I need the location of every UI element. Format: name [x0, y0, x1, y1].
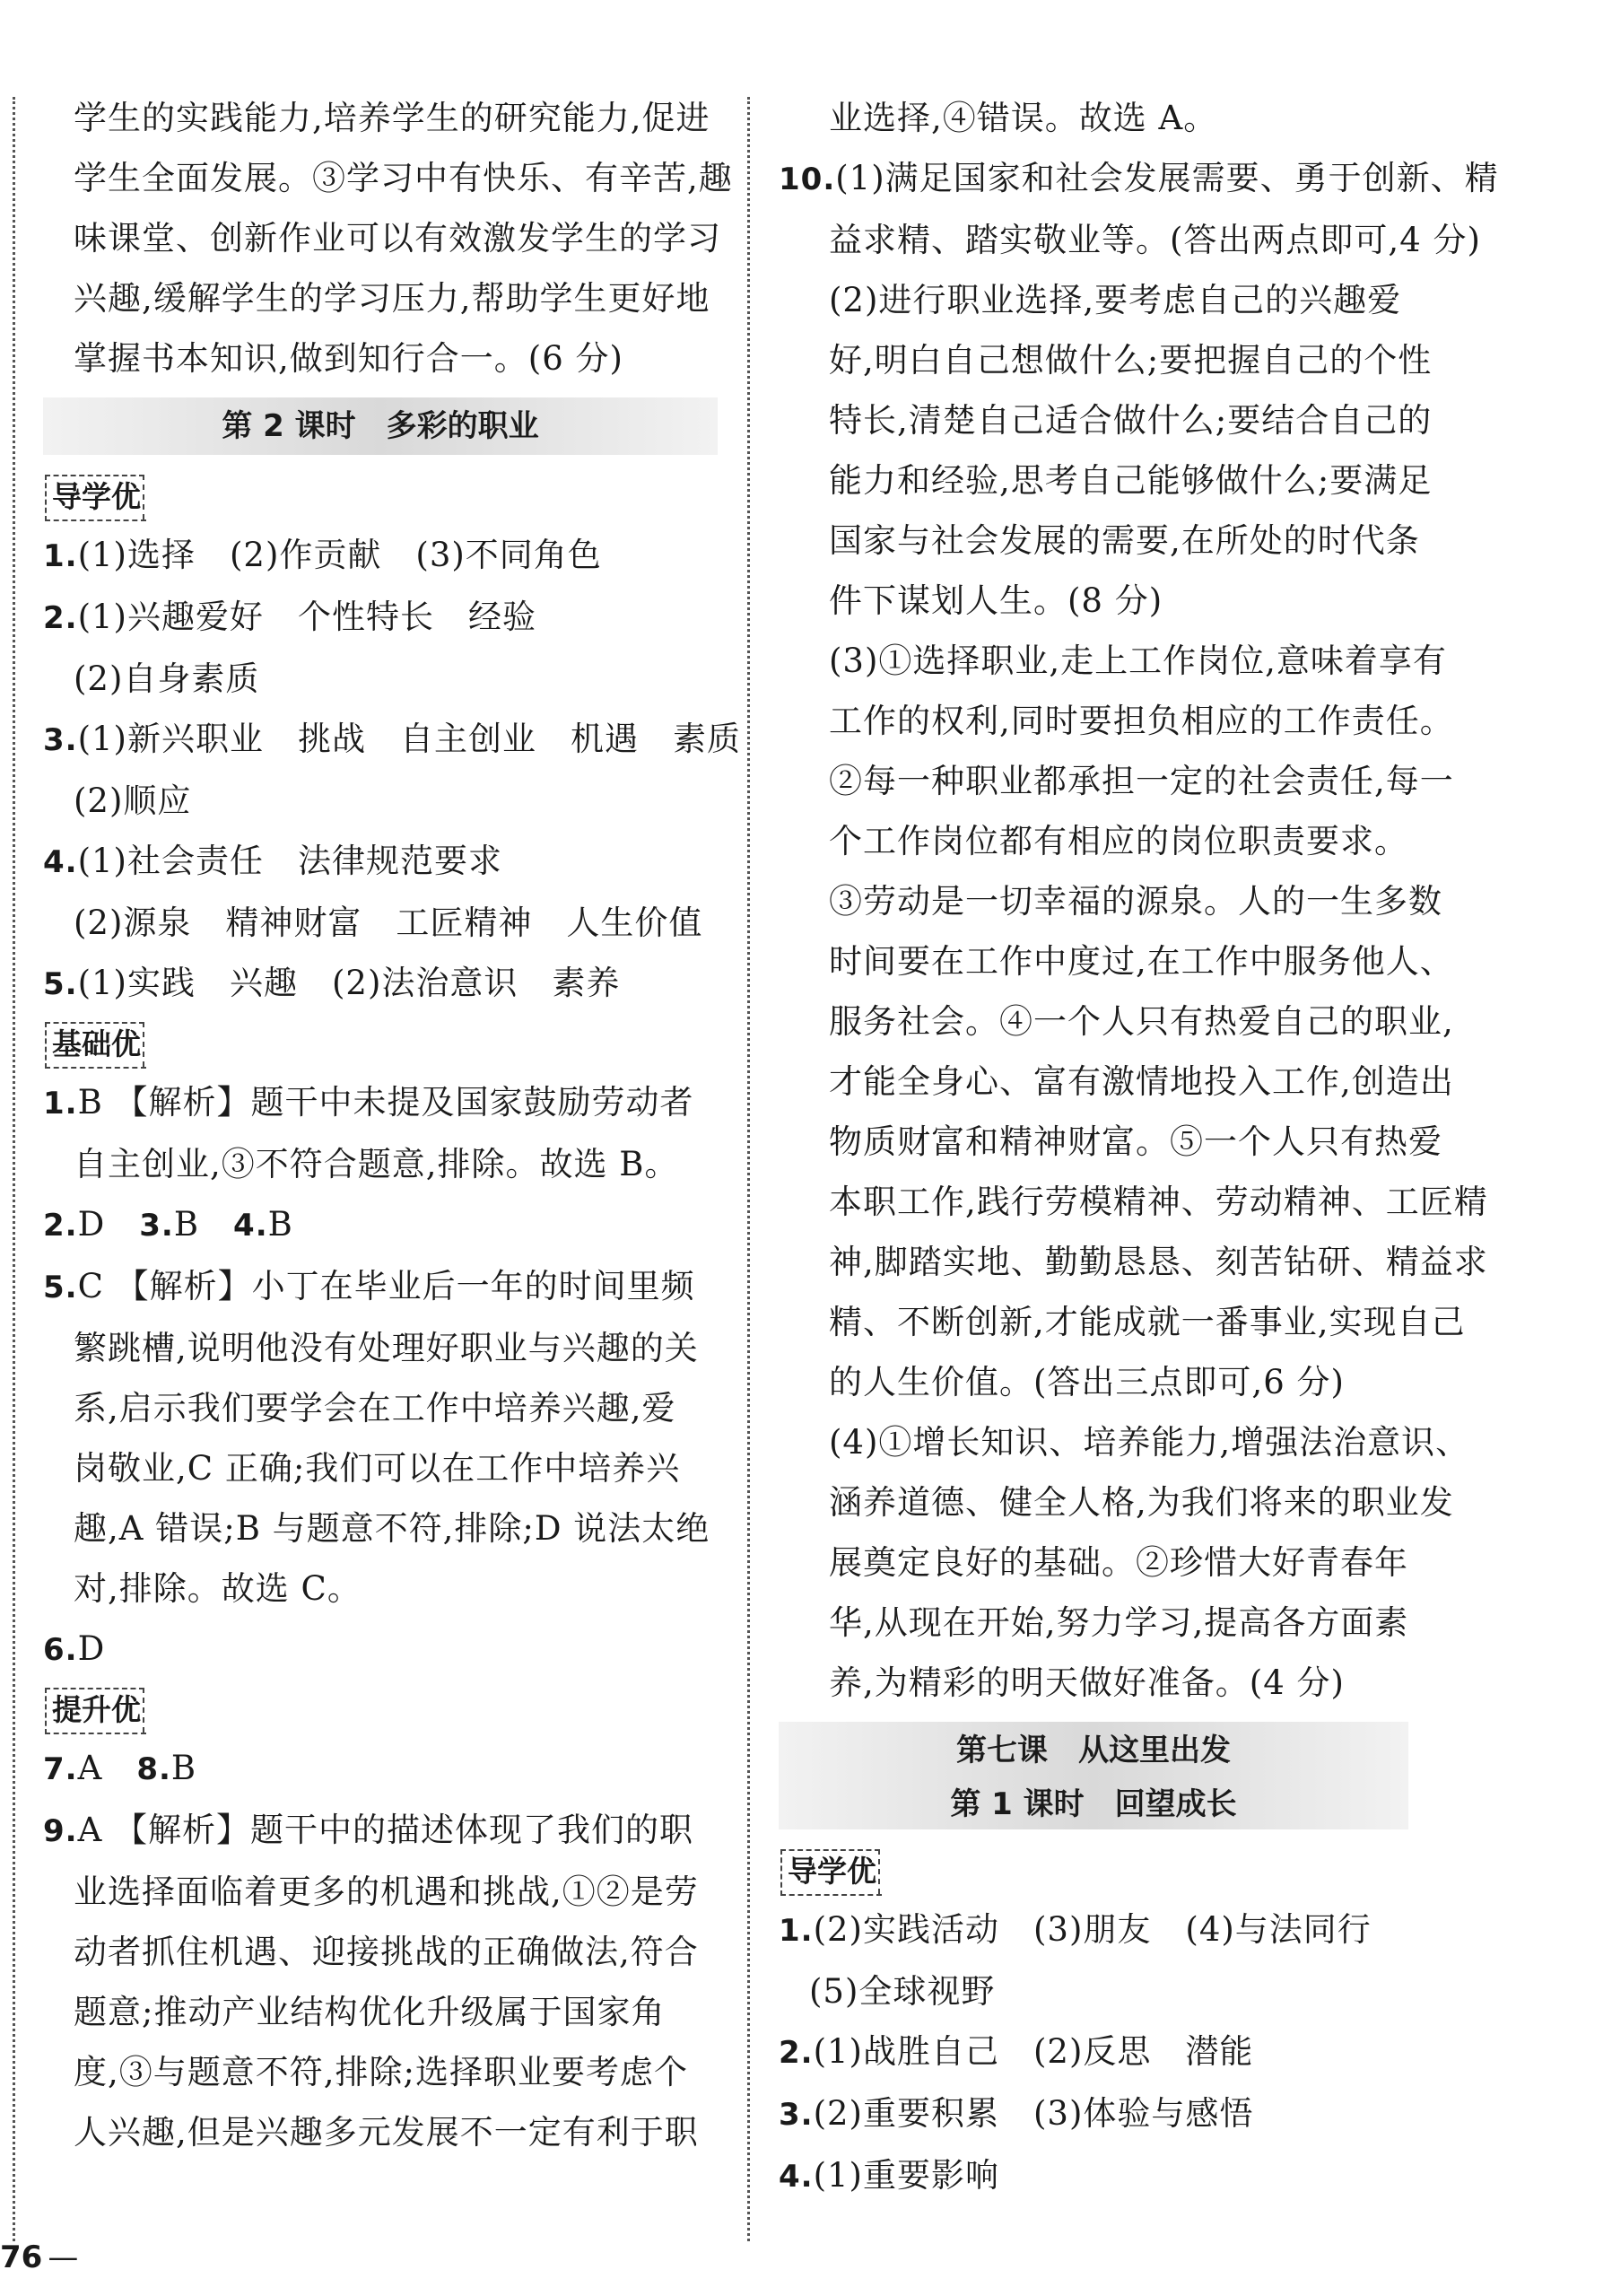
answer-subline: 业选择面临着更多的机遇和挑战,①②是劳 [74, 1873, 699, 1911]
answer-subline: 对,排除。故选 C。 [74, 1569, 362, 1608]
answer-subline: (2)进行职业选择,要考虑自己的兴趣爱 [829, 281, 1402, 319]
answer-item: 3.(2)重要积累 (3)体验与感悟 [779, 2094, 1254, 2133]
answer-subline: 展奠定良好的基础。②珍惜大好青春年 [829, 1543, 1408, 1582]
chapter-banner [779, 1722, 1408, 1829]
answer-subline: 工作的权利,同时要担负相应的工作责任。 [829, 702, 1454, 740]
text-line: 学生全面发展。③学习中有快乐、有辛苦,趣 [74, 159, 733, 197]
answer-subline: (4)①增长知识、培养能力,增强法治意识、 [829, 1423, 1470, 1462]
answer-item: 9.A 【解析】题干中的描述体现了我们的职 [43, 1811, 694, 1849]
answer-item: 2.D 3.B 4.B [43, 1205, 293, 1244]
answer-subline: 自主创业,③不符合题意,排除。故选 B。 [74, 1145, 679, 1183]
text-line: 掌握书本知识,做到知行合一。(6 分) [74, 339, 623, 378]
answer-subline: 题意;推动产业结构优化升级属于国家角 [74, 1993, 666, 2031]
lesson-banner [43, 397, 718, 455]
left-column [43, 88, 741, 2162]
answer-subline: (2)源泉 精神财富 工匠精神 人生价值 [74, 904, 703, 942]
answer-subline: 特长,清楚自己适合做什么;要结合自己的 [829, 401, 1433, 440]
answer-subline: 动者抓住机遇、迎接挑战的正确做法,符合 [74, 1933, 699, 1971]
answer-subline: 度,③与题意不符,排除;选择职业要考虑个 [74, 2053, 688, 2091]
answer-subline: 本职工作,践行劳模精神、劳动精神、工匠精 [829, 1183, 1488, 1221]
section-label-tisheng: 提升优 [45, 1688, 146, 1734]
answer-subline: (2)自身素质 [74, 659, 260, 698]
page-footer [0, 2239, 78, 2275]
footer-dash: — [48, 2239, 79, 2275]
answer-item: 5.(1)实践 兴趣 (2)法治意识 素养 [43, 964, 621, 1002]
answer-subline: 国家与社会发展的需要,在所处的时代条 [829, 521, 1420, 560]
answer-subline: 益求精、踏实敬业等。(答出两点即可,4 分) [829, 221, 1481, 259]
answer-subline: 涵养道德、健全人格,为我们将来的职业发 [829, 1483, 1454, 1522]
answer-subline: (5)全球视野 [809, 1972, 996, 2011]
section-label-daoxue: 导学优 [45, 475, 146, 521]
section-label-daoxue: 导学优 [780, 1849, 882, 1896]
answer-subline: 养,为精彩的明天做好准备。(4 分) [829, 1663, 1345, 1702]
answer-item: 6.D [43, 1629, 106, 1668]
answer-subline: ②每一种职业都承担一定的社会责任,每一 [829, 762, 1454, 800]
answer-item: 2.(1)战胜自己 (2)反思 潜能 [779, 2032, 1254, 2071]
answer-subline: 好,明白自己想做什么;要把握自己的个性 [829, 341, 1433, 380]
answer-subline: 才能全身心、富有激情地投入工作,创造出 [829, 1062, 1454, 1101]
answer-subline: 的人生价值。(答出三点即可,6 分) [829, 1363, 1345, 1401]
text-line: 业选择,④错误。故选 A。 [829, 99, 1218, 137]
answer-item: 4.(1)重要影响 [779, 2156, 999, 2195]
text-line: 味课堂、创新作业可以有效激发学生的学习 [74, 219, 721, 258]
answer-subline: 系,启示我们要学会在工作中培养兴趣,爱 [74, 1389, 676, 1427]
answer-item: 1.(2)实践活动 (3)朋友 (4)与法同行 [779, 1910, 1372, 1949]
answer-item: 2.(1)兴趣爱好 个性特长 经验 [43, 598, 536, 636]
answer-subline: 繁跳槽,说明他没有处理好职业与兴趣的关 [74, 1329, 699, 1367]
answer-item: 1.(1)选择 (2)作贡献 (3)不同角色 [43, 536, 602, 574]
answer-subline: 人兴趣,但是兴趣多元发展不一定有利于职 [74, 2113, 699, 2152]
answer-subline: 服务社会。④一个人只有热爱自己的职业, [829, 1002, 1454, 1041]
text-line: 学生的实践能力,培养学生的研究能力,促进 [74, 99, 710, 137]
answer-subline: 岗敬业,C 正确;我们可以在工作中培养兴 [74, 1449, 681, 1488]
answer-subline: 精、不断创新,才能成就一番事业,实现自己 [829, 1303, 1466, 1341]
answer-subline: (3)①选择职业,走上工作岗位,意味着享有 [829, 642, 1447, 680]
answer-subline: 个工作岗位都有相应的岗位职责要求。 [829, 822, 1408, 860]
answer-subline: 时间要在工作中度过,在工作中服务他人、 [829, 942, 1454, 981]
answer-subline: 物质财富和精神财富。⑤一个人只有热爱 [829, 1122, 1442, 1161]
answer-subline: 能力和经验,思考自己能够做什么;要满足 [829, 461, 1433, 500]
answer-subline: 神,脚踏实地、勤勤恳恳、刻苦钻研、精益求 [829, 1243, 1488, 1281]
lesson-title: 第 2 课时 多彩的职业 [222, 408, 539, 444]
text-line: 兴趣,缓解学生的学习压力,帮助学生更好地 [74, 279, 710, 318]
answer-item: 5.C 【解析】小丁在毕业后一年的时间里频 [43, 1267, 695, 1305]
left-dotted-rule [13, 97, 15, 2241]
answer-item: 7.A 8.B [43, 1749, 197, 1787]
section-label-jichu: 基础优 [45, 1022, 146, 1069]
answer-item: 10.(1)满足国家和社会发展需要、勇于创新、精 [779, 159, 1499, 197]
answer-subline: (2)顺应 [74, 781, 192, 820]
column-divider [747, 97, 750, 2241]
answer-subline: 华,从现在开始,努力学习,提高各方面素 [829, 1603, 1409, 1642]
page-number: 76 [0, 2239, 43, 2275]
answer-subline: ③劳动是一切幸福的源泉。人的一生多数 [829, 882, 1442, 921]
lesson-title: 第 1 课时 回望成长 [950, 1786, 1237, 1822]
answer-item: 4.(1)社会责任 法律规范要求 [43, 842, 502, 880]
answer-item: 3.(1)新兴职业 挑战 自主创业 机遇 素质 [43, 720, 741, 758]
chapter-title: 第七课 从这里出发 [956, 1733, 1231, 1768]
answer-item: 1.B 【解析】题干中未提及国家鼓励劳动者 [43, 1083, 694, 1122]
answer-subline: 件下谋划人生。(8 分) [829, 581, 1163, 620]
answer-subline: 趣,A 错误;B 与题意不符,排除;D 说法太绝 [74, 1509, 710, 1548]
right-column [779, 88, 1499, 2207]
